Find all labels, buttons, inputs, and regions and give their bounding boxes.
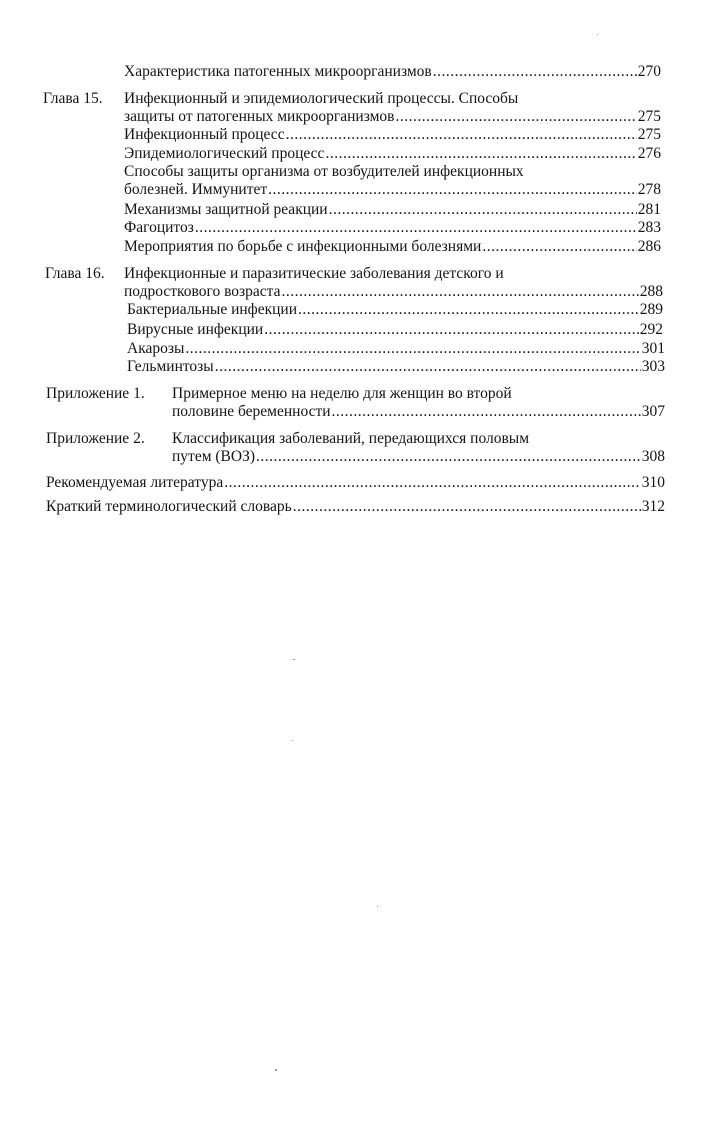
leader-dots — [195, 218, 637, 237]
toc-entry-title: Механизмы защитной реакции — [124, 201, 328, 218]
toc-entry-title: подросткового возраста — [124, 283, 281, 300]
appendix-1-label: Приложение 1. — [46, 385, 145, 402]
chapter-16-label: Глава 16. — [45, 265, 105, 282]
chapter-16-title-line1[interactable]: Инфекционные и паразитические заболевания детского и — [124, 265, 504, 282]
leader-dots — [264, 320, 639, 339]
toc-page-number: 289 — [639, 301, 663, 318]
toc-page-number: 303 — [641, 358, 665, 375]
toc-page-number: 278 — [637, 181, 661, 198]
toc-page-number: 310 — [641, 474, 665, 491]
toc-page-number: 276 — [637, 145, 661, 162]
toc-page-number: 275 — [637, 126, 661, 143]
toc-entry-title: Вирусные инфекции — [127, 321, 264, 338]
scan-speck — [292, 740, 293, 741]
leader-dots — [482, 237, 636, 256]
toc-entry-title: Инфекционный процесс — [124, 126, 285, 143]
toc-entry-title: Краткий терминологический словарь — [46, 498, 292, 515]
leader-dots — [282, 282, 639, 301]
leader-dots — [433, 62, 637, 81]
chapter-15-title-line1[interactable]: Инфекционный и эпидемиологический процессы. Способы — [124, 90, 519, 107]
toc-entry-title: Эпидемиологический процесс — [124, 145, 325, 162]
leader-dots — [325, 144, 636, 163]
scan-speck — [275, 1069, 277, 1071]
leader-dots — [298, 300, 639, 319]
appendix-2-title-line1[interactable]: Классификация заболеваний, передающихся половым — [172, 430, 530, 447]
leader-dots — [329, 200, 637, 219]
appendix-2-title[interactable] — [172, 447, 665, 466]
toc-page-number: 288 — [639, 283, 663, 300]
toc-page-number: 312 — [641, 498, 665, 515]
toc-entry-title: Мероприятия по борьбе с инфекционными болезнями — [124, 238, 482, 255]
toc-entry-phagocytosis[interactable] — [124, 218, 661, 237]
chapter-15-label: Глава 15. — [43, 90, 103, 107]
appendix-2-label: Приложение 2. — [46, 430, 145, 447]
leader-dots — [293, 497, 641, 516]
leader-dots — [268, 180, 637, 199]
toc-entry-glossary[interactable] — [46, 497, 665, 516]
scan-speck — [293, 659, 295, 660]
toc-page-number: 283 — [637, 219, 661, 236]
toc-entry-infectious-process[interactable] — [124, 125, 661, 144]
toc-page-number: 301 — [641, 340, 665, 357]
toc-entry-immunity[interactable] — [124, 180, 661, 199]
toc-page-number: 275 — [637, 108, 661, 125]
leader-dots — [256, 447, 641, 466]
leader-dots — [332, 402, 641, 421]
chapter-16-title[interactable] — [124, 282, 663, 301]
toc-entry-viral-infections[interactable] — [127, 320, 663, 339]
toc-page-number: 307 — [641, 403, 665, 420]
toc-page-number: 281 — [637, 201, 661, 218]
toc-entry-helminthiases[interactable] — [127, 357, 665, 376]
toc-entry-protection-line1[interactable]: Способы защиты организма от возбудителей инфекционных — [124, 163, 524, 180]
toc-page-number: 270 — [637, 63, 661, 80]
toc-entry-measures[interactable] — [124, 237, 661, 256]
appendix-1-title[interactable] — [172, 402, 665, 421]
toc-entry-defense-mechanisms[interactable] — [124, 200, 661, 219]
toc-entry-title: Характеристика патогенных микроорганизмов — [124, 63, 432, 80]
toc-entry-title: Бактериальные инфекции — [127, 301, 298, 318]
toc-entry-title: Рекомендуемая литература — [46, 474, 224, 491]
leader-dots — [185, 339, 640, 358]
toc-entry-title: путем (ВОЗ) — [172, 448, 256, 465]
toc-entry-title: болезней. Иммунитет — [124, 181, 268, 198]
leader-dots — [215, 357, 641, 376]
toc-entry-title: Акарозы — [127, 340, 185, 357]
toc-entry-title: Фагоцитоз — [124, 219, 194, 236]
toc-page-number: 286 — [637, 238, 661, 255]
toc-page-number: 308 — [641, 448, 665, 465]
toc-entry-pathogens[interactable] — [124, 62, 661, 81]
scan-speck — [597, 34, 598, 35]
toc-entry-literature[interactable] — [46, 473, 665, 492]
toc-entry-title: защиты от патогенных микроорганизмов — [124, 108, 395, 125]
toc-entry-acaroses[interactable] — [127, 339, 665, 358]
appendix-1-title-line1[interactable]: Примерное меню на неделю для женщин во второй — [172, 385, 512, 402]
toc-entry-epidemiological-process[interactable] — [124, 144, 661, 163]
leader-dots — [224, 473, 641, 492]
toc-entry-title: Гельминтозы — [127, 358, 214, 375]
chapter-15-title[interactable] — [124, 107, 661, 126]
toc-entry-bacterial-infections[interactable] — [127, 300, 663, 319]
leader-dots — [396, 107, 637, 126]
toc-page-number: 292 — [639, 321, 663, 338]
leader-dots — [286, 125, 637, 144]
scan-speck — [377, 906, 378, 907]
toc-entry-title: половине беременности — [172, 403, 331, 420]
